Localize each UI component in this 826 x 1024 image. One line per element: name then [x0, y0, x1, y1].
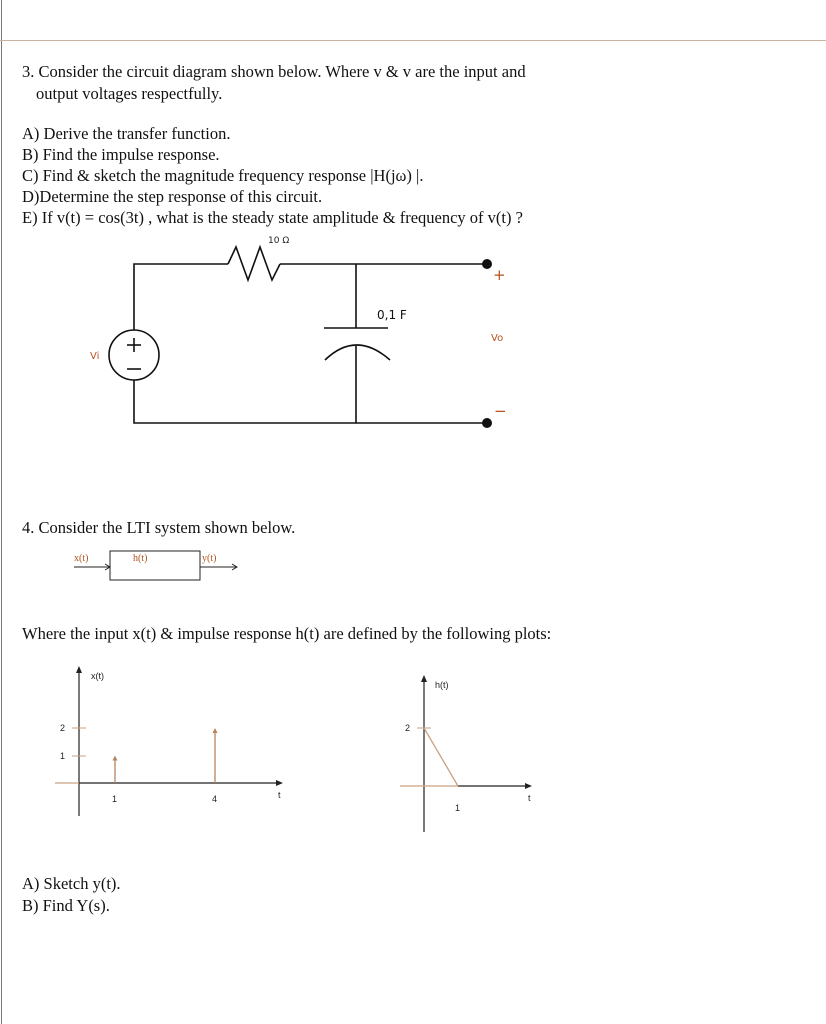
output-plus: +: [493, 266, 506, 284]
resistor-label: 10 Ω: [268, 236, 290, 246]
wire-top-left: [134, 264, 228, 330]
block-input-label: x(t): [74, 553, 89, 564]
capacitor-plate-bottom: [325, 345, 390, 360]
wire-bottom: [134, 380, 487, 423]
q3-part-d: D)Determine the step response of this circuit.: [22, 187, 323, 206]
terminal-bottom: [482, 418, 492, 428]
resistor: [228, 247, 280, 280]
xt-xtick-1: 1: [112, 794, 118, 804]
block-output-label: y(t): [202, 553, 217, 564]
ht-xlabel: t: [528, 793, 531, 803]
xt-ylabel: x(t): [91, 671, 104, 681]
ht-ylabel: h(t): [435, 680, 449, 690]
q4-part-a: A) Sketch y(t).: [22, 874, 121, 893]
q3-line2: output voltages respectfully.: [36, 84, 223, 103]
q4-line1: 4. Consider the LTI system shown below.: [22, 518, 296, 537]
impulse-arrowhead: [113, 756, 118, 761]
output-minus: −: [494, 402, 507, 420]
xt-plot: [55, 666, 283, 816]
xt-xlabel: t: [278, 790, 281, 800]
ht-plot: [400, 675, 532, 832]
impulse-arrowhead: [213, 728, 218, 733]
output-voltage-label: Vo: [491, 333, 504, 344]
q4-line2: Where the input x(t) & impulse response h(t) are defined by the following plots:: [22, 624, 552, 643]
ht-ramp-line: [424, 728, 458, 786]
q3-line1: 3. Consider the circuit diagram shown below. Where v & v are the input and: [22, 62, 526, 81]
q4-part-b: B) Find Y(s).: [22, 896, 110, 915]
xt-ytick-1: 1: [60, 751, 66, 761]
input-voltage-label: Vi: [90, 351, 100, 362]
system-box: [110, 551, 200, 580]
q3-part-b: B) Find the impulse response.: [22, 145, 220, 164]
voltage-source: [109, 330, 159, 380]
terminal-top: [482, 259, 492, 269]
q3-part-c: C) Find & sketch the magnitude frequency response |H(jω) |.: [22, 166, 424, 185]
ht-ytick-2: 2: [405, 723, 411, 733]
ht-xtick-1: 1: [455, 803, 461, 813]
block-system-label: h(t): [133, 553, 148, 564]
rc-circuit: [109, 247, 487, 423]
q3-part-a: A) Derive the transfer function.: [22, 124, 231, 143]
capacitor-label: 0,1 F: [377, 308, 407, 322]
q3-part-e: E) If v(t) = cos(3t) , what is the steady state amplitude & frequency of v(t) ?: [22, 208, 523, 227]
xt-xtick-4: 4: [212, 794, 218, 804]
xt-ytick-2: 2: [60, 723, 66, 733]
